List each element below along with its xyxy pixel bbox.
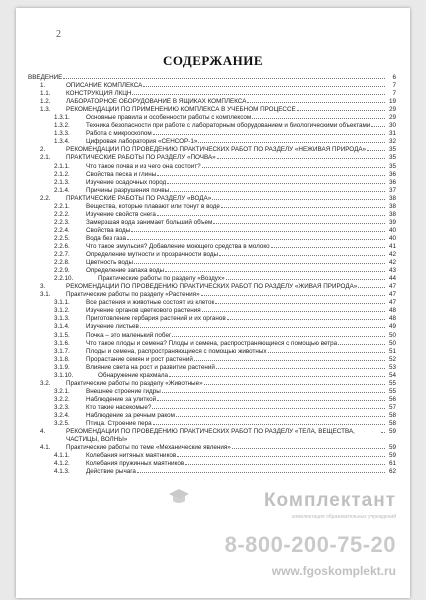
toc-entry-number: 4.1.1. bbox=[54, 452, 70, 460]
toc-entry-title: Колебания пружинных маятников bbox=[86, 460, 185, 468]
toc-entry[interactable] bbox=[28, 380, 396, 388]
toc-entry-number: 1.3.2. bbox=[54, 122, 70, 130]
toc-entry[interactable] bbox=[28, 122, 396, 130]
toc-entry-title: ПРАКТИЧЕСКИЕ РАБОТЫ ПО РАЗДЕЛУ «ВОДА» bbox=[66, 194, 212, 202]
toc-entry[interactable] bbox=[28, 259, 396, 267]
toc-leader-dots bbox=[371, 125, 385, 127]
toc-entry-title: Что такое плоды и семена? Плоды и семена, распространяющиеся с помощью ветра bbox=[86, 339, 338, 347]
toc-entry-page: 36 bbox=[388, 170, 396, 178]
toc-entry-number: 2.2. bbox=[40, 194, 51, 202]
toc-entry-page: 58 bbox=[388, 420, 396, 428]
toc-entry-page: 42 bbox=[388, 251, 396, 259]
toc-entry-number: 2.2.2. bbox=[54, 210, 70, 218]
toc-leader-dots bbox=[358, 286, 385, 288]
toc-entry-number: 3.1.5. bbox=[54, 331, 70, 339]
toc-entry-title: Замерзшая вода занимает больший объем bbox=[86, 218, 213, 226]
toc-entry-page: 41 bbox=[388, 242, 396, 250]
toc-leader-dots bbox=[127, 238, 385, 240]
toc-entry-title: Техника безопасности при работе с лабораторным оборудованием и биологическими объектами bbox=[86, 122, 371, 130]
toc-entry-title: Приготовление гербария растений и их органов bbox=[86, 315, 226, 323]
toc-entry-number: 2.2.10. bbox=[54, 275, 74, 283]
toc-entry-page: 47 bbox=[388, 299, 396, 307]
toc-entry[interactable] bbox=[28, 323, 396, 331]
toc-entry[interactable] bbox=[28, 171, 396, 179]
toc-entry-title: РЕКОМЕНДАЦИИ ПО ПРОВЕДЕНИЮ ПРАКТИЧЕСКИХ РАБОТ ПО РАЗДЕЛУ «НЕЖИВАЯ ПРИРОДА» bbox=[66, 146, 367, 154]
toc-entry-title: Влияние света на рост и развитие растений bbox=[86, 363, 215, 371]
toc-entry-title: ЛАБОРАТОРНОЕ ОБОРУДОВАНИЕ В ЯЩИКАХ КОМПЛЕКСА bbox=[66, 98, 247, 106]
toc-entry-number: 3.1.2. bbox=[54, 307, 70, 315]
toc-leader-dots bbox=[381, 431, 385, 433]
toc-entry-title: Практические работы по разделу «Воздух» bbox=[98, 275, 225, 283]
toc-entry[interactable] bbox=[28, 396, 396, 404]
page-title: СОДЕРЖАНИЕ bbox=[162, 53, 264, 68]
toc-entry-page: 57 bbox=[388, 403, 396, 411]
toc-leader-dots bbox=[153, 133, 385, 135]
toc-entry-page: 7 bbox=[392, 82, 396, 90]
toc-entry-title: Практические работы по разделу «Растения» bbox=[66, 291, 200, 299]
toc-entry-number: 3.2.2. bbox=[54, 395, 70, 403]
toc-leader-dots bbox=[157, 399, 385, 401]
toc-entry-page: 56 bbox=[388, 395, 396, 403]
toc-leader-dots bbox=[137, 471, 385, 473]
toc-entry[interactable] bbox=[28, 460, 396, 468]
toc-entry-number: 2.2.7. bbox=[54, 251, 70, 259]
toc-leader-dots bbox=[252, 117, 385, 119]
toc-leader-dots bbox=[162, 391, 385, 393]
toc-leader-dots bbox=[226, 278, 385, 280]
toc-leader-dots bbox=[165, 270, 385, 272]
toc-leader-dots bbox=[367, 149, 385, 151]
toc-leader-dots bbox=[132, 93, 385, 95]
toc-entry-number: 3.1.4. bbox=[54, 323, 70, 331]
toc-entry[interactable] bbox=[28, 315, 396, 323]
toc-entry-page: 6 bbox=[392, 74, 396, 81]
toc-entry-title: Цветность воды bbox=[86, 259, 133, 267]
toc-entry-page: 50 bbox=[388, 331, 396, 339]
toc-leader-dots bbox=[167, 182, 385, 184]
toc-leader-dots bbox=[219, 254, 385, 256]
toc-entry-number: 3.1.9. bbox=[54, 363, 70, 371]
toc-entry-page: 51 bbox=[388, 347, 396, 355]
toc-entry[interactable] bbox=[28, 74, 396, 82]
toc-entry-number: 4. bbox=[40, 428, 46, 436]
toc-entry-number: 3.1.3. bbox=[54, 315, 70, 323]
toc-entry-title: Изучение листьев bbox=[86, 323, 139, 331]
toc-entry-page: 35 bbox=[388, 154, 396, 162]
toc-entry-number: 2.2.8. bbox=[54, 259, 70, 267]
toc-entry-number: 1. bbox=[40, 82, 46, 90]
toc-entry[interactable] bbox=[28, 332, 396, 340]
toc-entry-number: 3.2.5. bbox=[54, 420, 70, 428]
toc-entry-page: 50 bbox=[388, 339, 396, 347]
toc-entry-title: Определение запаха воды bbox=[86, 267, 165, 275]
toc-leader-dots bbox=[221, 206, 385, 208]
toc-entry-title: ПРАКТИЧЕСКИЕ РАБОТЫ ПО РАЗДЕЛУ «ПОЧВА» bbox=[66, 154, 216, 162]
toc-entry[interactable] bbox=[28, 235, 396, 243]
toc-leader-dots bbox=[202, 166, 385, 168]
watermark-brand: Комплектант bbox=[263, 490, 396, 511]
toc-entry-title: РЕКОМЕНДАЦИИ ПО ПРИМЕНЕНИЮ КОМПЛЕКСА В УЧЕБНОМ ПРОЦЕССЕ bbox=[66, 106, 296, 114]
toc-entry-number: 2.1.3. bbox=[54, 178, 70, 186]
toc-entry-page: 47 bbox=[388, 283, 396, 291]
toc-entry-number: 2.2.3. bbox=[54, 218, 70, 226]
toc-entry-title: Изучение свойств снега bbox=[86, 210, 156, 218]
toc-entry-title: Цифровая лаборатория «СЕНСОР-1» bbox=[86, 138, 198, 146]
toc-entry-title: Что такое эмульсия? Добавление моющего средства в молоко bbox=[86, 242, 270, 250]
toc-entry-title: Плоды и семена, распространяющиеся с помощью животных bbox=[86, 347, 267, 355]
toc-entry-page: 42 bbox=[388, 259, 396, 267]
toc-entry[interactable] bbox=[28, 299, 396, 307]
toc-entry[interactable] bbox=[28, 404, 396, 412]
toc-entry[interactable] bbox=[28, 444, 396, 452]
toc-entry-title: Внешнее строение гидры bbox=[86, 387, 161, 395]
toc-entry[interactable] bbox=[28, 412, 396, 420]
toc-entry-title: ВВЕДЕНИЕ bbox=[28, 74, 63, 81]
toc-entry-page: 48 bbox=[388, 307, 396, 315]
toc-entry[interactable] bbox=[28, 130, 396, 138]
toc-entry[interactable] bbox=[28, 203, 396, 211]
toc-entry-page: 40 bbox=[388, 234, 396, 242]
toc-entry[interactable] bbox=[28, 388, 396, 396]
toc-entry-title: Практические работы по разделу «Животные» bbox=[66, 379, 203, 387]
toc-entry[interactable] bbox=[28, 372, 396, 380]
toc-leader-dots bbox=[227, 318, 385, 320]
toc-entry-title: Основные правила и особенности работы с комплексом bbox=[86, 114, 252, 122]
toc-leader-dots bbox=[213, 222, 385, 224]
toc-entry-number: 3. bbox=[40, 283, 46, 291]
toc-entry-title: Обнаружение крахмала bbox=[98, 371, 169, 379]
toc-leader-dots bbox=[215, 302, 385, 304]
graduation-cap-icon bbox=[168, 488, 190, 506]
toc-entry-number: 2.1.1. bbox=[54, 162, 70, 170]
toc-entry-page: 35 bbox=[388, 146, 396, 154]
toc-leader-dots bbox=[143, 85, 385, 87]
toc-leader-dots bbox=[177, 455, 385, 457]
toc-entry-title: Изучение органов цветкового растения bbox=[86, 307, 201, 315]
toc-entry-page: 61 bbox=[388, 460, 396, 468]
toc-entry[interactable] bbox=[28, 420, 396, 428]
toc-leader-dots bbox=[217, 157, 385, 159]
toc-entry-page: 19 bbox=[388, 98, 396, 106]
toc-entry-page: 55 bbox=[388, 387, 396, 395]
toc-entry-number: 4.1.2. bbox=[54, 460, 70, 468]
toc-leader-dots bbox=[176, 415, 385, 417]
toc-entry-page: 30 bbox=[388, 122, 396, 130]
toc-entry-page: 52 bbox=[388, 355, 396, 363]
toc-entry-page: 38 bbox=[388, 202, 396, 210]
toc-leader-dots bbox=[232, 447, 385, 449]
toc-leader-dots bbox=[157, 174, 385, 176]
toc-entry-number: 3.1.7. bbox=[54, 347, 70, 355]
toc-entry-title: Птица. Строение пера bbox=[86, 420, 152, 428]
toc-entry[interactable] bbox=[28, 227, 396, 235]
toc-entry[interactable] bbox=[28, 179, 396, 187]
toc-entry-title: Колебания нитяных маятников bbox=[86, 452, 177, 460]
toc-leader-dots bbox=[63, 77, 385, 79]
toc-entry[interactable] bbox=[28, 364, 396, 372]
toc-entry-title: Определение мутности и прозрачности воды bbox=[86, 251, 219, 259]
toc-entry-page: 39 bbox=[388, 218, 396, 226]
toc-entry-title: Практические работы по теме «Механические явления» bbox=[66, 444, 231, 452]
toc-leader-dots bbox=[247, 101, 385, 103]
toc-entry-number: 2.2.6. bbox=[54, 242, 70, 250]
toc-leader-dots bbox=[212, 198, 385, 200]
toc-leader-dots bbox=[198, 141, 385, 143]
toc-entry-page: 36 bbox=[388, 178, 396, 186]
toc-entry-title: Наблюдение за речным раком bbox=[86, 411, 176, 419]
toc-leader-dots bbox=[153, 423, 385, 425]
toc-entry-number: 2.1.2. bbox=[54, 170, 70, 178]
toc-entry-title: Свойства воды bbox=[86, 226, 131, 234]
toc-entry-page: 35 bbox=[388, 162, 396, 170]
toc-entry[interactable] bbox=[28, 267, 396, 275]
toc-entry-number: 1.1. bbox=[40, 90, 51, 98]
toc-entry[interactable] bbox=[28, 307, 396, 315]
toc-entry-number: 3.2.3. bbox=[54, 403, 70, 411]
watermark-tagline: комплектация образовательных учреждений bbox=[292, 514, 396, 520]
toc-entry[interactable] bbox=[28, 90, 396, 98]
toc-entry-number: 4.1.3. bbox=[54, 468, 70, 476]
toc-entry-number: 2.1.4. bbox=[54, 186, 70, 194]
page-number: 2 bbox=[56, 29, 61, 40]
toc-entry-title: Вещества, которые плавают или тонут в воде bbox=[86, 202, 220, 210]
toc-entry-page: 29 bbox=[388, 106, 396, 114]
toc-entry[interactable] bbox=[28, 146, 396, 154]
toc-entry-title: Изучение осадочных пород bbox=[86, 178, 167, 186]
toc-entry-page: 59 bbox=[388, 452, 396, 460]
toc-entry-title: РЕКОМЕНДАЦИИ ПО ПРОВЕДЕНИЮ ПРАКТИЧЕСКИХ РАБОТ ПО РАЗДЕЛУ «ТЕЛА, ВЕЩЕСТВА, ЧАСТИЦЫ, ВОЛНЫ» bbox=[66, 428, 355, 444]
toc-leader-dots bbox=[172, 335, 385, 337]
toc-entry-page: 40 bbox=[388, 226, 396, 234]
toc-entry-number: 1.3.4. bbox=[54, 138, 70, 146]
table-of-contents bbox=[28, 74, 396, 476]
toc-entry-page: 54 bbox=[388, 371, 396, 379]
toc-leader-dots bbox=[140, 326, 385, 328]
toc-entry-number: 3.2.1. bbox=[54, 387, 70, 395]
toc-entry[interactable] bbox=[28, 283, 396, 291]
toc-entry-number: 4.1. bbox=[40, 444, 51, 452]
toc-entry-number: 3.1.1. bbox=[54, 299, 70, 307]
toc-entry[interactable] bbox=[28, 114, 396, 122]
toc-entry-number: 2.2.5. bbox=[54, 234, 70, 242]
toc-entry-page: 37 bbox=[388, 186, 396, 194]
toc-entry[interactable] bbox=[28, 163, 396, 171]
toc-entry[interactable] bbox=[28, 428, 396, 444]
toc-entry-title: КОНСТРУКЦИЯ ЛКЦН bbox=[66, 90, 132, 98]
toc-entry[interactable] bbox=[28, 348, 396, 356]
toc-leader-dots bbox=[134, 262, 385, 264]
toc-entry-page: 49 bbox=[388, 323, 396, 331]
document-page bbox=[16, 8, 410, 598]
toc-entry-page: 55 bbox=[388, 379, 396, 387]
toc-entry-number: 2.2.9. bbox=[54, 267, 70, 275]
watermark-url: www.fgoskomplekt.ru bbox=[271, 564, 396, 578]
toc-leader-dots bbox=[268, 351, 385, 353]
toc-entry-title: Все растения и животные состоят из клеток bbox=[86, 299, 215, 307]
toc-leader-dots bbox=[338, 343, 385, 345]
watermark-phone: 8-800-200-75-20 bbox=[224, 532, 396, 557]
toc-entry-number: 2. bbox=[40, 146, 46, 154]
toc-entry-page: 32 bbox=[388, 138, 396, 146]
toc-entry-number: 2.1. bbox=[40, 154, 51, 162]
toc-entry-number: 3.1.6. bbox=[54, 339, 70, 347]
toc-entry-page: 44 bbox=[388, 275, 396, 283]
toc-entry-number: 1.2. bbox=[40, 98, 51, 106]
watermark bbox=[154, 484, 404, 594]
toc-entry-title: Что такое почва и из чего она состоит? bbox=[86, 162, 201, 170]
toc-entry-number: 3.2. bbox=[40, 379, 51, 387]
toc-entry[interactable] bbox=[28, 98, 396, 106]
toc-entry-title: Кто такие насекомые? bbox=[86, 403, 152, 411]
toc-entry-number: 2.2.4. bbox=[54, 226, 70, 234]
toc-entry[interactable] bbox=[28, 243, 396, 251]
toc-leader-dots bbox=[194, 359, 385, 361]
toc-entry[interactable] bbox=[28, 187, 396, 195]
toc-entry-title: Прорастание семян и рост растений bbox=[86, 355, 193, 363]
toc-entry[interactable] bbox=[28, 468, 396, 476]
toc-leader-dots bbox=[185, 463, 385, 465]
toc-leader-dots bbox=[131, 230, 385, 232]
toc-entry[interactable] bbox=[28, 356, 396, 364]
toc-entry-number: 3.1. bbox=[40, 291, 51, 299]
toc-entry-page: 48 bbox=[388, 315, 396, 323]
toc-leader-dots bbox=[271, 246, 385, 248]
toc-entry[interactable] bbox=[28, 219, 396, 227]
toc-entry-page: 38 bbox=[388, 194, 396, 202]
toc-entry[interactable] bbox=[28, 340, 396, 348]
toc-entry-page: 62 bbox=[388, 468, 396, 476]
toc-leader-dots bbox=[157, 214, 385, 216]
toc-entry-number: 3.2.4. bbox=[54, 411, 70, 419]
toc-entry-title: РЕКОМЕНДАЦИИ ПО ПРОВЕДЕНИЮ ПРАКТИЧЕСКИХ РАБОТ ПО РАЗДЕЛУ «ЖИВАЯ ПРИРОДА» bbox=[66, 283, 358, 291]
toc-entry-title: Действие рычага bbox=[86, 468, 136, 476]
toc-entry-title: Причины разрушения почвы bbox=[86, 186, 170, 194]
toc-entry-number: 3.1.8. bbox=[54, 355, 70, 363]
toc-leader-dots bbox=[170, 190, 385, 192]
toc-entry-page: 7 bbox=[392, 90, 396, 98]
toc-entry-page: 31 bbox=[388, 130, 396, 138]
toc-entry[interactable] bbox=[28, 251, 396, 259]
toc-entry-title: Свойства песка и глины bbox=[86, 170, 157, 178]
toc-entry-page: 59 bbox=[388, 444, 396, 452]
toc-leader-dots bbox=[297, 109, 385, 111]
toc-entry-number: 1.3. bbox=[40, 106, 51, 114]
toc-entry-page: 53 bbox=[388, 363, 396, 371]
toc-entry-page: 58 bbox=[388, 411, 396, 419]
toc-entry-title: Вода без газа bbox=[86, 234, 127, 242]
toc-entry-page: 38 bbox=[388, 210, 396, 218]
toc-entry-page: 43 bbox=[388, 267, 396, 275]
toc-entry[interactable] bbox=[28, 106, 396, 114]
toc-entry[interactable] bbox=[28, 154, 396, 162]
toc-entry-number: 1.3.3. bbox=[54, 130, 70, 138]
toc-entry-page: 47 bbox=[388, 291, 396, 299]
toc-entry-number: 3.1.10. bbox=[54, 371, 74, 379]
toc-entry[interactable] bbox=[28, 195, 396, 203]
toc-entry[interactable] bbox=[28, 211, 396, 219]
toc-entry-number: 2.2.1. bbox=[54, 202, 70, 210]
toc-entry-title: Почка – это маленький побег bbox=[86, 331, 172, 339]
toc-entry-page: 59 bbox=[388, 428, 396, 436]
toc-entry-page: 29 bbox=[388, 114, 396, 122]
toc-leader-dots bbox=[169, 375, 385, 377]
toc-entry[interactable] bbox=[28, 452, 396, 460]
toc-entry[interactable] bbox=[28, 291, 396, 299]
toc-entry-title: Работа с микроскопом bbox=[86, 130, 152, 138]
toc-entry[interactable] bbox=[28, 275, 396, 283]
toc-leader-dots bbox=[202, 310, 385, 312]
toc-entry[interactable] bbox=[28, 82, 396, 90]
toc-entry-title: Наблюдение за улиткой bbox=[86, 395, 157, 403]
toc-entry-number: 1.3.1. bbox=[54, 114, 70, 122]
toc-leader-dots bbox=[216, 367, 385, 369]
toc-leader-dots bbox=[152, 407, 385, 409]
toc-leader-dots bbox=[204, 383, 385, 385]
toc-entry[interactable] bbox=[28, 138, 396, 146]
toc-leader-dots bbox=[201, 294, 385, 296]
toc-entry-title: ОПИСАНИЕ КОМПЛЕКСА bbox=[66, 82, 143, 90]
